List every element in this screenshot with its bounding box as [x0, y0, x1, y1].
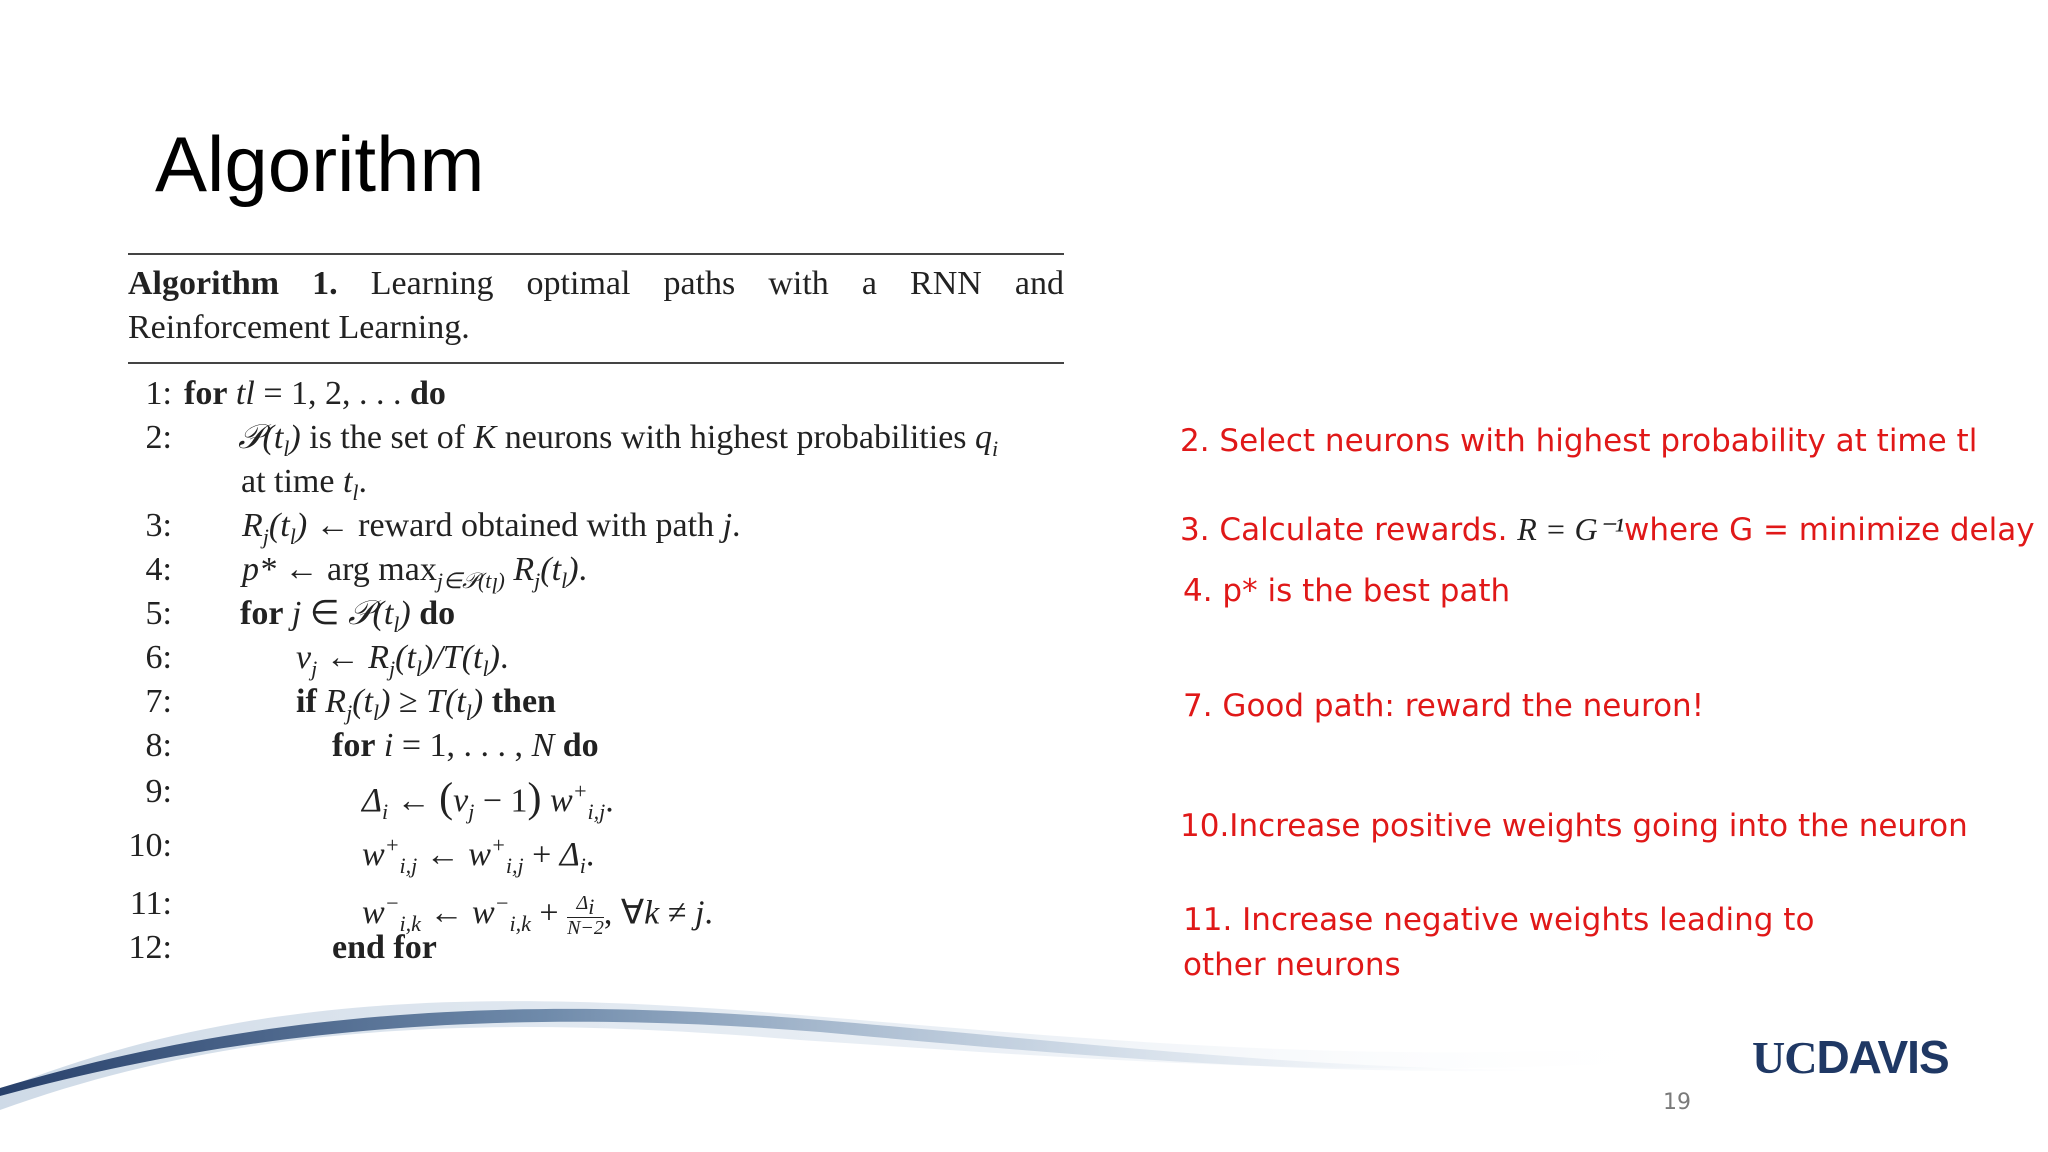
algorithm-top-rule — [128, 253, 1064, 255]
line-number: 8: — [145, 727, 172, 764]
note-step-3-prefix: 3. Calculate rewards. — [1180, 512, 1508, 548]
line-text: at time $t_l$. — [241, 463, 368, 505]
algorithm-caption-label: Algorithm 1. — [128, 265, 338, 302]
note-step-3-equation: R = G⁻¹ — [1517, 511, 1625, 547]
line-number: 1: — [145, 375, 172, 412]
line-text: if $R_j(t_l) \ge T(t_l)$ then — [296, 683, 556, 725]
line-text: end for — [332, 929, 437, 966]
note-step-7: 7. Good path: reward the neuron! — [1183, 688, 1705, 724]
line-text: $\Delta_i$ ← $(\nu_j - 1)$ $w^+_{i,j}$. — [362, 775, 614, 825]
note-step-2: 2. Select neurons with highest probability at time tl — [1180, 423, 1978, 459]
note-step-10: 10.Increase positive weights going into the neuron — [1180, 808, 1968, 844]
algorithm-caption-text: Learning optimal paths with a RNN and Reinforcement Learning. — [128, 265, 1064, 346]
line-number: 9: — [145, 773, 172, 810]
line-number: 3: — [145, 507, 172, 544]
algorithm-caption — [128, 262, 1064, 350]
line-number: 12: — [128, 929, 172, 966]
line-text: p* ← arg $\max_{j\in 𝒫(t_l)} R_j(t_l)$. — [242, 551, 588, 599]
ucdavis-logo — [1752, 1030, 1949, 1084]
line-number: 6: — [145, 639, 172, 676]
line-text: $R_j(t_l)$ ← reward obtained with path j. — [242, 507, 741, 549]
note-step-3-suffix: where G = minimize delay — [1624, 512, 2035, 548]
note-step-11-line-1: 11. Increase negative weights leading to — [1183, 902, 1815, 938]
note-step-3 — [1180, 510, 2035, 548]
line-text: for j ∈ $𝒫(t_l)$ do — [240, 595, 456, 637]
page-number: 19 — [1663, 1090, 1691, 1115]
line-number: 7: — [145, 683, 172, 720]
line-text: $w^+_{i,j}$ ← $w^+_{i,j} + \Delta_i$. — [362, 833, 595, 879]
decorative-swoosh — [0, 970, 1700, 1152]
line-number: 10: — [128, 827, 172, 864]
line-text: $\nu_j$ ← $R_j(t_l)/T(t_l)$. — [296, 639, 509, 681]
logo-uc: UC — [1752, 1032, 1817, 1083]
line-text: $𝒫(t_l)$ is the set of K neurons with highest probabilities $q_i$ — [238, 419, 999, 461]
line-text: for tl = 1, 2, . . . do — [184, 375, 446, 412]
note-step-11-line-2: other neurons — [1183, 947, 1401, 983]
line-text: for i = 1, . . . , N do — [332, 727, 599, 764]
logo-davis: DAVIS — [1816, 1031, 1949, 1083]
line-text: $w^-_{i,k}$ ← $w^-_{i,k}$ + $\frac{\Delta_i}{N-2}$ , ∀k ≠ j. — [362, 891, 713, 940]
note-step-4: 4. p* is the best path — [1183, 573, 1511, 609]
line-number: 11: — [129, 885, 172, 922]
line-number: 2: — [145, 419, 172, 456]
line-number: 4: — [145, 551, 172, 588]
line-number: 5: — [145, 595, 172, 632]
slide-title: Algorithm — [155, 120, 485, 208]
algorithm-mid-rule — [128, 362, 1064, 364]
